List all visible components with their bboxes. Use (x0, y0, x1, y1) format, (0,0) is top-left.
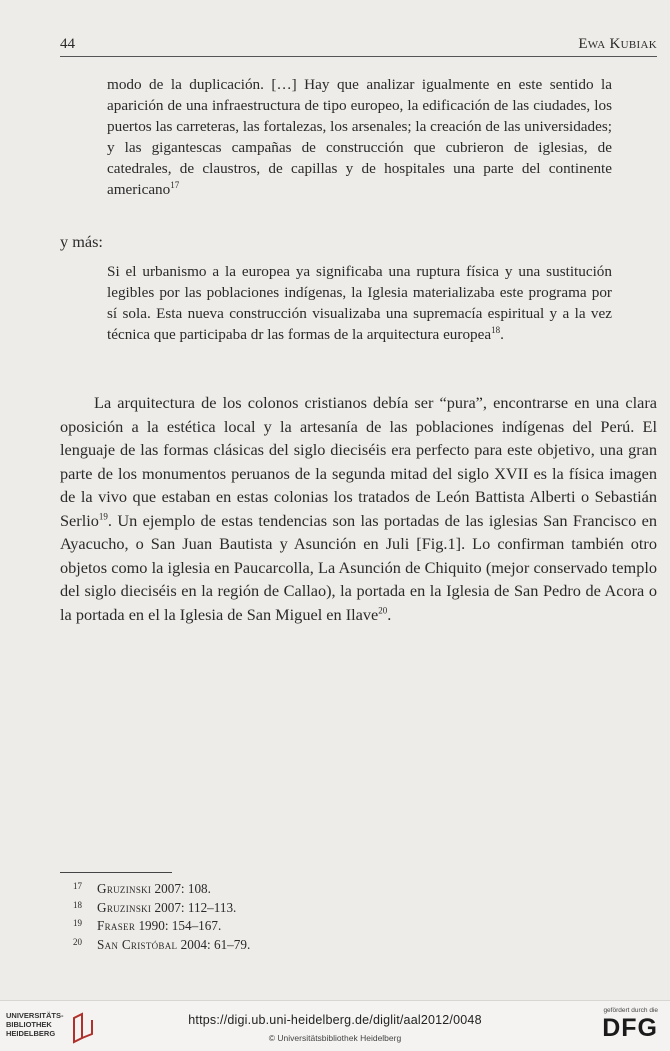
footnote-ref-19[interactable]: 19 (98, 511, 108, 522)
body-paragraph-part2: . Un ejemplo de estas tendencias son las portadas de las iglesias San Francisco en Ayacucho, o San Juan Bautista y Asunción en Juli [Fig.1]. Lo confirman también otro objetos como la iglesia en Paucarcolla, La Asunción de Chiquito (mejor conservado templo del siglo dieciséis en la región de Callao), la portada en la Iglesia de San Pedro de Acora o la portada en el la Iglesia de San Miguel en Ilave (60, 510, 657, 624)
running-author: Ewa Kubiak (578, 36, 657, 52)
footnote-reference: 2007: 112–113. (151, 899, 237, 915)
footnote-number: 18 (73, 899, 82, 910)
connector-text: y más: (60, 232, 103, 251)
footnote-19 (73, 917, 473, 936)
footnote-reference: 2004: 61–79. (177, 936, 251, 952)
running-header (60, 34, 657, 57)
block-quote-2 (107, 261, 612, 345)
viewer-footer (0, 1000, 670, 1051)
footnote-18 (73, 899, 473, 918)
permalink-url[interactable]: https://digi.ub.uni-heidelberg.de/diglit/aal2012/0048 (188, 1013, 482, 1027)
footnote-reference: 2007: 108. (151, 881, 211, 896)
funded-by-text: gefördert durch die (603, 1007, 658, 1014)
footnote-author: San Cristóbal (97, 936, 178, 952)
footnote-17 (73, 880, 473, 899)
body-paragraph-end: . (387, 604, 392, 624)
library-name: UNIVERSITÄTS- BIBLIOTHEK HEIDELBERG (6, 1011, 64, 1038)
footnote-author: Fraser (97, 918, 136, 934)
block-quote-1-text: modo de la duplicación. […] Hay que analizar igualmente en este sentido la aparición de una infraestructura de tipo europeo, la edificación de las ciudades, los puertos las carreteras, las fortalezas, los arsenales; la creación de las universidades; y las gigantescas campañas de construcción que cubrieron de iglesias, de catedrales, de claustros, de capillas y de hospitales una parte del continente americano (107, 76, 612, 198)
page-number: 44 (60, 36, 75, 52)
footnote-ref-18[interactable]: 18 (491, 324, 501, 335)
block-quote-1 (107, 74, 612, 200)
footnote-number: 20 (73, 936, 82, 947)
body-paragraph-part1: La arquitectura de los colonos cristianos debía ser “pura”, encontrarse en una clara oposición a la estética local y la artesanía de las poblaciones indígenas del Perú. El lenguaje de las formas clásicas del siglo dieciséis era perfecto para este objetivo, una gran parte de los monumentos peruanos de la segunda mitad del siglo XVII es la física imagen de la vivo que estaban en estas colonias los tratados de León Battista Alberti o Sebastián Serlio (60, 393, 657, 530)
footnotes (73, 880, 473, 954)
footnote-ref-20[interactable]: 20 (378, 605, 388, 616)
copyright-text: © Universitätsbibliothek Heidelberg (268, 1033, 402, 1043)
body-paragraph (60, 391, 657, 626)
block-quote-2-end: . (500, 326, 504, 343)
footnote-20 (73, 936, 473, 955)
footnote-rule (60, 872, 172, 873)
block-quote-2-text: Si el urbanismo a la europea ya significaba una ruptura física y una sustitución legibles por las poblaciones indígenas, la Iglesia materializaba este programa por sí sola. Esta nueva construcción visualizaba una supremacía espiritual y a la vez técnica que participaba dr las formas de la arquitectura europea (107, 263, 612, 343)
footnote-number: 17 (73, 881, 82, 891)
footnote-author: Gruzinski (97, 881, 152, 896)
dfg-wordmark: DFG (602, 1014, 658, 1042)
footnote-ref-17[interactable]: 17 (170, 179, 180, 190)
footnote-author: Gruzinski (97, 899, 152, 915)
dfg-logo[interactable] (594, 1007, 658, 1047)
footnote-reference: 1990: 154–167. (135, 918, 222, 934)
footnote-number: 19 (73, 918, 82, 929)
